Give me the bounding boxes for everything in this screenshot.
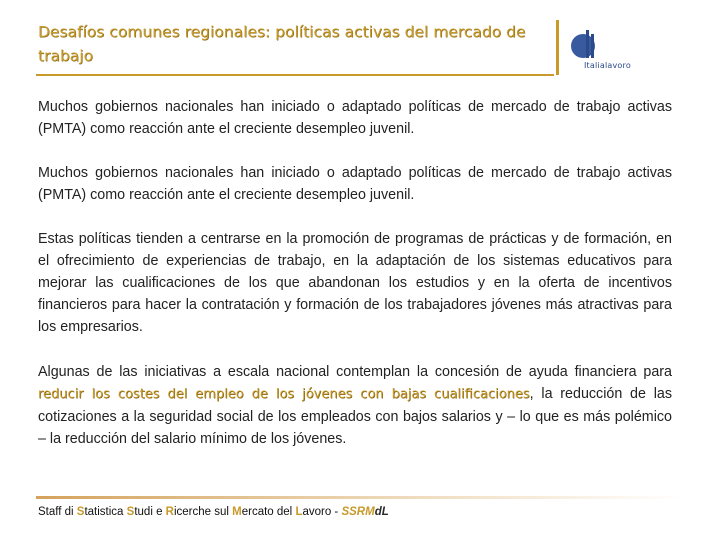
paragraph-3: Estas políticas tienden a centrarse en la promoción de programas de prácticas y de formación, en el ofrecimiento de experiencias de trabajo, en la adaptación de los sistemas educativos para mejorar las cualificaciones de los que abandonan los estudios y en la oferta de incentivos financieros para hacer la contratación y formación de los trabajadores jóvenes más atractivas para los empresarios. — [38, 231, 672, 335]
footer-initial: S — [76, 506, 85, 518]
footer-credit — [38, 506, 389, 518]
paragraph-1: Muchos gobiernos nacionales han iniciado o adaptado políticas de mercado de trabajo activas (PMTA) como reacción ante el creciente desempleo juvenil. — [38, 99, 672, 137]
logo-mark-icon — [568, 28, 658, 60]
slide-title: Desafíos comunes regionales: políticas activas del mercado de trabajo — [38, 23, 526, 65]
footer-text: tatistica — [84, 506, 127, 518]
italialavoro-logo — [568, 28, 658, 72]
footer-text: Staff di — [38, 506, 77, 518]
paragraph-2: Muchos gobiernos nacionales han iniciado o adaptado políticas de mercado de trabajo activas (PMTA) como reacción ante el creciente desempleo juvenil. — [38, 165, 672, 203]
logo-text: Italialavoro — [584, 61, 631, 70]
footer-text: icerche sul — [173, 506, 233, 518]
footer-text: ercato del — [241, 506, 296, 518]
footer-text: tudi e — [134, 506, 166, 518]
footer-acronym-end: dL — [374, 506, 389, 518]
title-underline — [36, 74, 554, 76]
footer-rule — [36, 496, 684, 499]
footer-initial: L — [295, 506, 303, 518]
footer-initial: M — [232, 506, 242, 518]
footer-initial: R — [165, 506, 174, 518]
header-divider — [556, 20, 559, 75]
paragraph-4 — [38, 361, 672, 450]
footer-acronym: SSRM — [341, 506, 375, 518]
footer-text: avoro - — [302, 506, 342, 518]
paragraph-4-end: , la reducción de las cotizaciones a la seguridad social de los empleados con bajos salarios y – lo que es más polémico – la reducción del salario mínimo de los jóvenes. — [38, 386, 672, 447]
paragraph-4-start: Algunas de las iniciativas a escala nacional contemplan la concesión de ayuda financiera para — [38, 364, 672, 380]
highlighted-phrase: reducir los costes del empleo de los jóvenes con bajas cualificaciones — [38, 387, 530, 402]
footer-initial: S — [126, 506, 135, 518]
